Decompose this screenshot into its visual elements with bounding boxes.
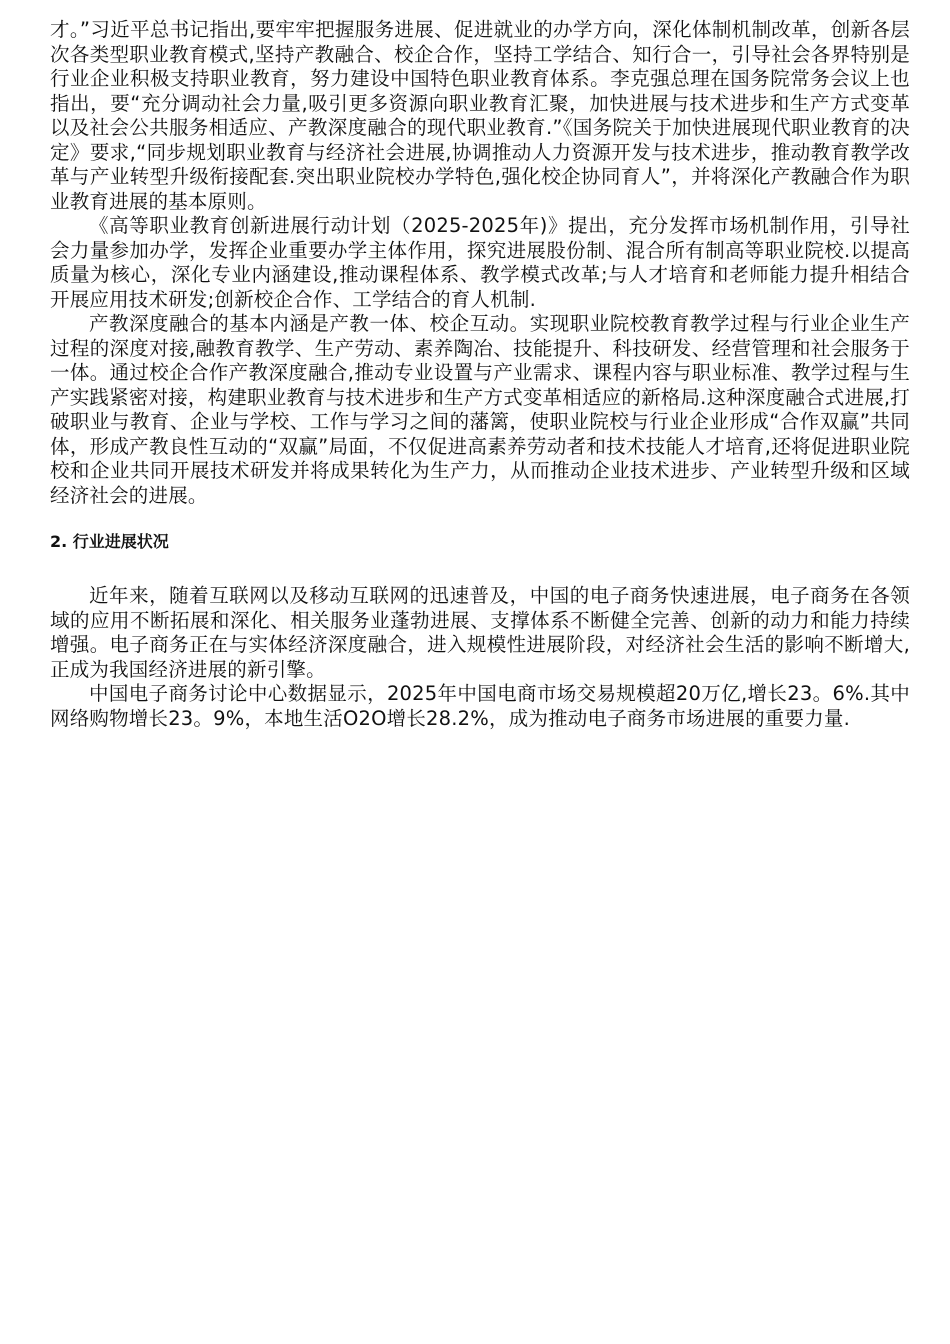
paragraph-integration-meaning: 产教深度融合的基本内涵是产教一体、校企互动。实现职业院校教育教学过程与行业企业生产过程的深度对接,融教育教学、生产劳动、素养陶冶、技能提升、科技研发、经营管理和社会服务于一体。通过校企合作产教深度融合,推动专业设置与产业需求、课程内容与职业标准、教学过程与生产实践紧密对接，构建职业教育与技术进步和生产方式变革相适应的新格局.这种深度融合式进展,打破职业与教育、企业与学校、工作与学习之间的藩篱，使职业院校与行业企业形成“合作双赢”共同体，形成产教良性互动的“双赢”局面，不仅促进高素养劳动者和技术技能人才培育,还将促进职业院校和企业共同开展技术研发并将成果转化为生产力，从而推动企业技术进步、产业转型升级和区域经济社会的进展。: [50, 312, 910, 507]
document-page: [50, 18, 910, 731]
paragraph-ecommerce-data: 中国电子商务讨论中心数据显示，2025年中国电商市场交易规模超20万亿,增长23。6%.其中网络购物增长23。9%，本地生活O2O增长28.2%，成为推动电子商务市场进展的重要力量.: [50, 682, 910, 730]
paragraph-ecommerce-growth: 近年来，随着互联网以及移动互联网的迅速普及，中国的电子商务快速进展，电子商务在各领域的应用不断拓展和深化、相关服务业蓬勃进展、支撑体系不断健全完善、创新的动力和能力持续增强。电子商务正在与实体经济深度融合，进入规模性进展阶段，对经济社会生活的影响不断增大,正成为我国经济进展的新引擎。: [50, 584, 910, 681]
section-heading: 2. 行业进展状况: [50, 532, 169, 551]
paragraph-continued-quote: 才。”习近平总书记指出,要牢牢把握服务进展、促进就业的办学方向，深化体制机制改革，创新各层次各类型职业教育模式,坚持产教融合、校企合作，坚持工学结合、知行合一，引导社会各界特别是行业企业积极支持职业教育，努力建设中国特色职业教育体系。李克强总理在国务院常务会议上也指出，要“充分调动社会力量,吸引更多资源向职业教育汇聚，加快进展与技术进步和生产方式变革以及社会公共服务相适应、产教深度融合的现代职业教育.”《国务院关于加快进展现代职业教育的决定》要求,“同步规划职业教育与经济社会进展,协调推动人力资源开发与技术进步，推动教育教学改革与产业转型升级衔接配套.突出职业院校办学特色,强化校企协同育人”，并将深化产教融合作为职业教育进展的基本原则。: [50, 18, 910, 213]
section-body: [50, 584, 910, 731]
paragraph-action-plan: 《高等职业教育创新进展行动计划（2025-2025年)》提出，充分发挥市场机制作用，引导社会力量参加办学，发挥企业重要办学主体作用，探究进展股份制、混合所有制高等职业院校.以提高质量为核心，深化专业内涵建设,推动课程体系、教学模式改革;与人才培育和老师能力提升相结合开展应用技术研发;创新校企合作、工学结合的育人机制.: [50, 214, 910, 311]
